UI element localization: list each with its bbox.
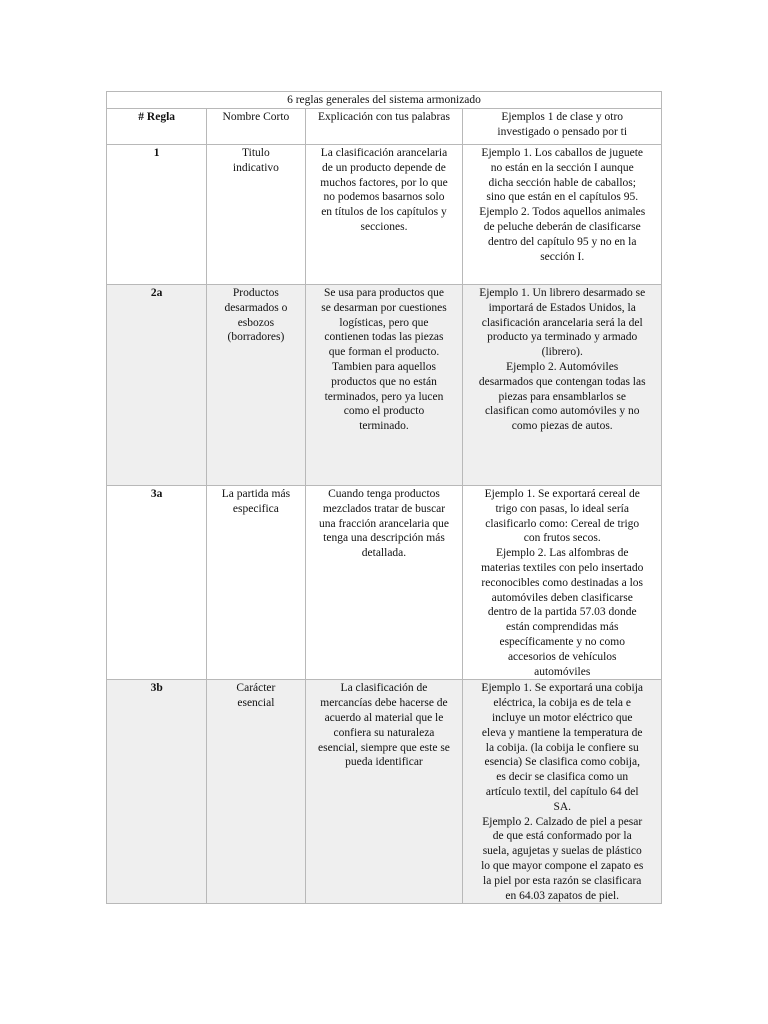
rule-number-cell: 3a (107, 486, 207, 680)
explanation-cell: Cuando tenga productos mezclados tratar de buscar una fracción arancelaria que tenga una descripción más detallada. (305, 486, 463, 680)
title-row (107, 92, 662, 109)
explanation-cell: Se usa para productos que se desarman por cuestiones logísticas, pero que contienen todas las piezas que forman el producto. Tambien para aquellos productos que no están terminados, pero ya lucen como el producto terminado. (305, 285, 463, 486)
rule-number-cell: 2a (107, 285, 207, 486)
rule-number-cell: 1 (107, 145, 207, 285)
examples-cell: Ejemplo 1. Se exportará cereal de trigo con pasas, lo ideal sería clasificarlo como: Cereal de trigo con frutos secos. Ejemplo 2. Las alfombras de materias textiles con pelo insertado reconocibles como destinadas a los automóviles deben clasificarse dentro de la partida 57.03 donde están comprendidas más específicamente y no como accesorios de vehículos automóviles (463, 486, 662, 680)
header-row (107, 109, 662, 145)
header-short-name: Nombre Corto (207, 109, 305, 145)
examples-cell: Ejemplo 1. Un librero desarmado se importará de Estados Unidos, la clasificación arancelaria será la del producto ya terminado y armado (librero). Ejemplo 2. Automóviles desarmados que contengan todas las piezas para ensamblarlos se clasifican como automóviles y no como piezas de autos. (463, 285, 662, 486)
header-explanation: Explicación con tus palabras (305, 109, 463, 145)
table-row (107, 145, 662, 285)
examples-cell: Ejemplo 1. Se exportará una cobija eléctrica, la cobija es de tela e incluye un motor eléctrico que eleva y mantiene la temperatura de la cobija. (la cobija le confiere su esencia) Se clasifica como cobija, es decir se clasifica como un artículo textil, del capítulo 64 del SA. Ejemplo 2. Calzado de piel a pesar de que está conformado por la suela, agujetas y suelas de plástico lo que mayor compone el zapato es la piel por esta razón se clasificara en 64.03 zapatos de piel. (463, 680, 662, 904)
short-name-cell: Carácter esencial (207, 680, 305, 904)
short-name-cell: Titulo indicativo (207, 145, 305, 285)
header-rule-number: # Regla (107, 109, 207, 145)
explanation-cell: La clasificación de mercancías debe hacerse de acuerdo al material que le confiera su naturaleza esencial, siempre que este se pueda identificar (305, 680, 463, 904)
short-name-cell: Productos desarmados o esbozos (borradores) (207, 285, 305, 486)
header-examples: Ejemplos 1 de clase y otro investigado o pensado por ti (463, 109, 662, 145)
explanation-cell: La clasificación arancelaria de un producto depende de muchos factores, por lo que no podemos basarnos solo en títulos de los capítulos y secciones. (305, 145, 463, 285)
rule-number-cell: 3b (107, 680, 207, 904)
table-row (107, 680, 662, 904)
short-name-cell: La partida más especifica (207, 486, 305, 680)
table-row (107, 285, 662, 486)
examples-cell: Ejemplo 1. Los caballos de juguete no están en la sección I aunque dicha sección hable de caballos; sino que están en el capítulos 95. Ejemplo 2. Todos aquellos animales de peluche deberán de clasificarse dentro del capítulo 95 y no en la sección I. (463, 145, 662, 285)
table-title: 6 reglas generales del sistema armonizado (107, 92, 662, 109)
rules-table (106, 91, 662, 904)
table-row (107, 486, 662, 680)
